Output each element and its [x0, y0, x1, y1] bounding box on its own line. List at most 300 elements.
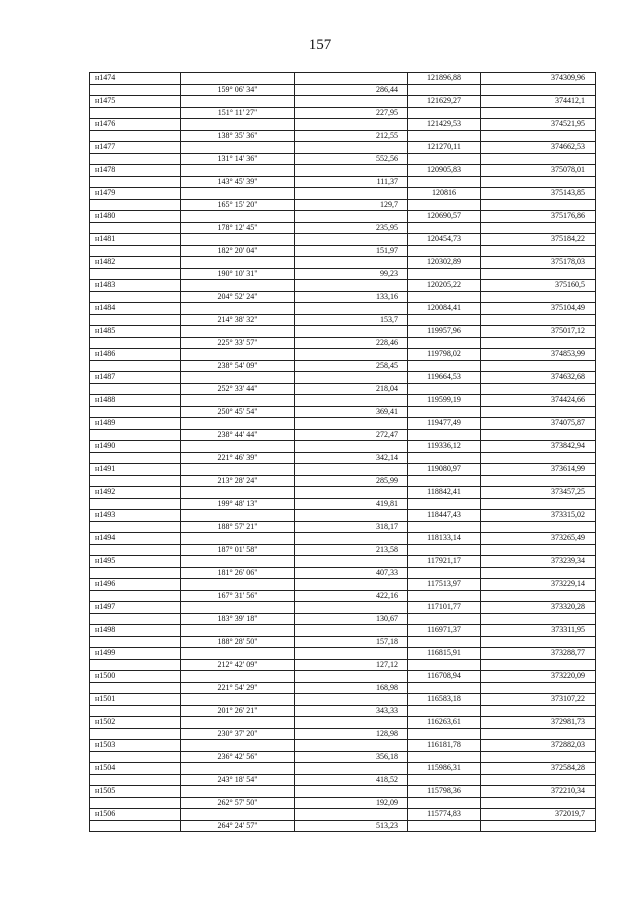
- empty-cell: [481, 245, 596, 257]
- empty-cell: [181, 648, 295, 660]
- empty-cell: [481, 751, 596, 763]
- empty-cell: [295, 533, 408, 545]
- segment-row: [90, 84, 596, 96]
- point-y: 374632,68: [481, 372, 596, 384]
- segment-row: [90, 590, 596, 602]
- empty-cell: [90, 705, 181, 717]
- point-x: 116971,37: [408, 625, 481, 637]
- empty-cell: [295, 602, 408, 614]
- empty-cell: [90, 613, 181, 625]
- segment-length: 418,52: [295, 774, 408, 786]
- segment-length: 212,55: [295, 130, 408, 142]
- empty-cell: [295, 648, 408, 660]
- empty-cell: [408, 682, 481, 694]
- empty-cell: [90, 314, 181, 326]
- point-x: 118447,43: [408, 510, 481, 522]
- point-name: н1477: [90, 142, 181, 154]
- point-row: [90, 395, 596, 407]
- segment-length: 128,98: [295, 728, 408, 740]
- point-row: [90, 487, 596, 499]
- empty-cell: [408, 567, 481, 579]
- point-row: [90, 533, 596, 545]
- point-x: 117101,77: [408, 602, 481, 614]
- point-name: н1486: [90, 349, 181, 361]
- segment-length: 218,04: [295, 383, 408, 395]
- point-y: 375017,12: [481, 326, 596, 338]
- empty-cell: [481, 774, 596, 786]
- empty-cell: [408, 107, 481, 119]
- empty-cell: [181, 303, 295, 315]
- empty-cell: [481, 636, 596, 648]
- point-row: [90, 119, 596, 131]
- segment-row: [90, 797, 596, 809]
- point-y: 375104,49: [481, 303, 596, 315]
- segment-row: [90, 107, 596, 119]
- empty-cell: [295, 73, 408, 85]
- point-x: 120905,83: [408, 165, 481, 177]
- segment-angle: 187° 01' 58": [181, 544, 295, 556]
- point-name: н1505: [90, 786, 181, 798]
- empty-cell: [408, 636, 481, 648]
- empty-cell: [481, 222, 596, 234]
- segment-angle: 221° 54' 29": [181, 682, 295, 694]
- empty-cell: [181, 441, 295, 453]
- segment-row: [90, 268, 596, 280]
- point-y: 373842,94: [481, 441, 596, 453]
- point-name: н1503: [90, 740, 181, 752]
- empty-cell: [181, 211, 295, 223]
- empty-cell: [181, 418, 295, 430]
- empty-cell: [90, 245, 181, 257]
- empty-cell: [295, 740, 408, 752]
- point-row: [90, 188, 596, 200]
- point-y: 375078,01: [481, 165, 596, 177]
- segment-row: [90, 291, 596, 303]
- empty-cell: [181, 234, 295, 246]
- point-row: [90, 464, 596, 476]
- segment-angle: 238° 44' 44": [181, 429, 295, 441]
- point-y: 374853,99: [481, 349, 596, 361]
- segment-row: [90, 475, 596, 487]
- point-row: [90, 280, 596, 292]
- empty-cell: [90, 406, 181, 418]
- segment-length: 407,33: [295, 567, 408, 579]
- segment-length: 127,12: [295, 659, 408, 671]
- segment-angle: 143° 45' 39": [181, 176, 295, 188]
- point-x: 119798,02: [408, 349, 481, 361]
- point-row: [90, 349, 596, 361]
- segment-angle: 165° 15' 20": [181, 199, 295, 211]
- point-name: н1478: [90, 165, 181, 177]
- point-x: 119080,97: [408, 464, 481, 476]
- segment-length: 318,17: [295, 521, 408, 533]
- point-name: н1487: [90, 372, 181, 384]
- empty-cell: [408, 291, 481, 303]
- point-y: 374424,66: [481, 395, 596, 407]
- empty-cell: [90, 774, 181, 786]
- empty-cell: [90, 222, 181, 234]
- point-name: н1479: [90, 188, 181, 200]
- point-row: [90, 326, 596, 338]
- empty-cell: [90, 337, 181, 349]
- point-y: 374662,53: [481, 142, 596, 154]
- segment-length: 130,67: [295, 613, 408, 625]
- empty-cell: [90, 521, 181, 533]
- empty-cell: [295, 671, 408, 683]
- segment-row: [90, 705, 596, 717]
- segment-row: [90, 452, 596, 464]
- segment-length: 227,95: [295, 107, 408, 119]
- empty-cell: [90, 291, 181, 303]
- point-y: 374075,87: [481, 418, 596, 430]
- segment-length: 272,47: [295, 429, 408, 441]
- segment-row: [90, 659, 596, 671]
- empty-cell: [295, 372, 408, 384]
- empty-cell: [408, 429, 481, 441]
- empty-cell: [408, 383, 481, 395]
- point-x: 116708,94: [408, 671, 481, 683]
- point-row: [90, 441, 596, 453]
- point-x: 121896,88: [408, 73, 481, 85]
- point-name: н1483: [90, 280, 181, 292]
- empty-cell: [90, 84, 181, 96]
- empty-cell: [295, 786, 408, 798]
- point-y: 373457,25: [481, 487, 596, 499]
- empty-cell: [295, 119, 408, 131]
- segment-length: 213,58: [295, 544, 408, 556]
- empty-cell: [408, 222, 481, 234]
- empty-cell: [408, 360, 481, 372]
- empty-cell: [90, 498, 181, 510]
- point-x: 118133,14: [408, 533, 481, 545]
- empty-cell: [90, 636, 181, 648]
- segment-angle: 167° 31' 56": [181, 590, 295, 602]
- segment-length: 513,23: [295, 820, 408, 832]
- point-x: 120690,57: [408, 211, 481, 223]
- segment-row: [90, 176, 596, 188]
- segment-length: 99,23: [295, 268, 408, 280]
- segment-length: 111,37: [295, 176, 408, 188]
- empty-cell: [181, 625, 295, 637]
- empty-cell: [181, 717, 295, 729]
- empty-cell: [181, 533, 295, 545]
- empty-cell: [90, 176, 181, 188]
- empty-cell: [481, 613, 596, 625]
- point-row: [90, 556, 596, 568]
- point-name: н1496: [90, 579, 181, 591]
- empty-cell: [90, 153, 181, 165]
- segment-angle: 262° 57' 50": [181, 797, 295, 809]
- point-y: 375184,22: [481, 234, 596, 246]
- point-x: 121270,11: [408, 142, 481, 154]
- empty-cell: [295, 234, 408, 246]
- point-name: н1481: [90, 234, 181, 246]
- empty-cell: [295, 763, 408, 775]
- empty-cell: [481, 498, 596, 510]
- segment-angle: 138° 35' 36": [181, 130, 295, 142]
- empty-cell: [481, 590, 596, 602]
- point-row: [90, 96, 596, 108]
- segment-angle: 151° 11' 27": [181, 107, 295, 119]
- point-name: н1502: [90, 717, 181, 729]
- segment-angle: 236° 42' 56": [181, 751, 295, 763]
- segment-length: 151,97: [295, 245, 408, 257]
- point-row: [90, 809, 596, 821]
- segment-length: 258,45: [295, 360, 408, 372]
- segment-length: 342,14: [295, 452, 408, 464]
- empty-cell: [408, 176, 481, 188]
- segment-row: [90, 521, 596, 533]
- empty-cell: [408, 613, 481, 625]
- empty-cell: [295, 441, 408, 453]
- point-x: 121429,53: [408, 119, 481, 131]
- point-row: [90, 211, 596, 223]
- point-y: 372981,73: [481, 717, 596, 729]
- segment-angle: 212° 42' 09": [181, 659, 295, 671]
- segment-length: 369,41: [295, 406, 408, 418]
- point-name: н1476: [90, 119, 181, 131]
- empty-cell: [90, 751, 181, 763]
- point-y: 373315,02: [481, 510, 596, 522]
- point-y: 373107,22: [481, 694, 596, 706]
- empty-cell: [408, 820, 481, 832]
- empty-cell: [408, 406, 481, 418]
- point-y: 373288,77: [481, 648, 596, 660]
- point-y: 374521,95: [481, 119, 596, 131]
- segment-angle: 221° 46' 39": [181, 452, 295, 464]
- point-name: н1500: [90, 671, 181, 683]
- empty-cell: [481, 291, 596, 303]
- segment-angle: 190° 10' 31": [181, 268, 295, 280]
- point-y: 373311,95: [481, 625, 596, 637]
- empty-cell: [408, 130, 481, 142]
- segment-length: 235,95: [295, 222, 408, 234]
- point-y: 373614,99: [481, 464, 596, 476]
- point-y: 373320,28: [481, 602, 596, 614]
- point-name: н1499: [90, 648, 181, 660]
- point-name: н1493: [90, 510, 181, 522]
- segment-length: 422,16: [295, 590, 408, 602]
- empty-cell: [481, 682, 596, 694]
- empty-cell: [295, 809, 408, 821]
- empty-cell: [481, 406, 596, 418]
- point-y: 372019,7: [481, 809, 596, 821]
- empty-cell: [481, 452, 596, 464]
- empty-cell: [90, 429, 181, 441]
- point-x: 120454,73: [408, 234, 481, 246]
- segment-length: 286,44: [295, 84, 408, 96]
- empty-cell: [295, 188, 408, 200]
- point-name: н1475: [90, 96, 181, 108]
- empty-cell: [90, 820, 181, 832]
- segment-length: 153,7: [295, 314, 408, 326]
- empty-cell: [481, 728, 596, 740]
- empty-cell: [181, 602, 295, 614]
- segment-angle: 214° 38' 32": [181, 314, 295, 326]
- empty-cell: [481, 544, 596, 556]
- segment-angle: 131° 14' 36": [181, 153, 295, 165]
- point-x: 120302,89: [408, 257, 481, 269]
- segment-row: [90, 337, 596, 349]
- point-row: [90, 625, 596, 637]
- empty-cell: [295, 326, 408, 338]
- point-row: [90, 418, 596, 430]
- point-name: н1482: [90, 257, 181, 269]
- segment-row: [90, 728, 596, 740]
- point-row: [90, 142, 596, 154]
- point-x: 119477,49: [408, 418, 481, 430]
- point-name: н1501: [90, 694, 181, 706]
- point-y: 373239,34: [481, 556, 596, 568]
- empty-cell: [481, 268, 596, 280]
- segment-length: 133,16: [295, 291, 408, 303]
- empty-cell: [295, 510, 408, 522]
- empty-cell: [408, 245, 481, 257]
- empty-cell: [181, 510, 295, 522]
- empty-cell: [408, 314, 481, 326]
- empty-cell: [481, 475, 596, 487]
- empty-cell: [90, 130, 181, 142]
- empty-cell: [295, 579, 408, 591]
- segment-row: [90, 682, 596, 694]
- empty-cell: [408, 728, 481, 740]
- point-y: 375143,85: [481, 188, 596, 200]
- point-name: н1495: [90, 556, 181, 568]
- point-name: н1492: [90, 487, 181, 499]
- point-y: 375176,86: [481, 211, 596, 223]
- point-row: [90, 303, 596, 315]
- empty-cell: [90, 383, 181, 395]
- point-row: [90, 786, 596, 798]
- segment-angle: 225° 33' 57": [181, 337, 295, 349]
- point-name: н1504: [90, 763, 181, 775]
- empty-cell: [90, 268, 181, 280]
- point-name: н1484: [90, 303, 181, 315]
- empty-cell: [90, 682, 181, 694]
- table-body: [90, 73, 596, 832]
- empty-cell: [408, 705, 481, 717]
- point-x: 119664,53: [408, 372, 481, 384]
- empty-cell: [181, 740, 295, 752]
- empty-cell: [481, 360, 596, 372]
- segment-row: [90, 406, 596, 418]
- segment-length: 192,09: [295, 797, 408, 809]
- point-y: 373220,09: [481, 671, 596, 683]
- empty-cell: [90, 544, 181, 556]
- empty-cell: [481, 820, 596, 832]
- empty-cell: [481, 797, 596, 809]
- empty-cell: [181, 694, 295, 706]
- point-y: 372584,28: [481, 763, 596, 775]
- point-name: н1474: [90, 73, 181, 85]
- segment-angle: 264° 24' 57": [181, 820, 295, 832]
- segment-row: [90, 751, 596, 763]
- segment-length: 343,33: [295, 705, 408, 717]
- empty-cell: [408, 199, 481, 211]
- empty-cell: [90, 659, 181, 671]
- segment-angle: 188° 57' 21": [181, 521, 295, 533]
- empty-cell: [481, 107, 596, 119]
- segment-angle: 183° 39' 18": [181, 613, 295, 625]
- segment-length: 356,18: [295, 751, 408, 763]
- segment-row: [90, 429, 596, 441]
- empty-cell: [181, 671, 295, 683]
- segment-row: [90, 153, 596, 165]
- segment-angle: 178° 12' 45": [181, 222, 295, 234]
- point-row: [90, 510, 596, 522]
- empty-cell: [295, 694, 408, 706]
- point-name: н1480: [90, 211, 181, 223]
- empty-cell: [295, 395, 408, 407]
- point-row: [90, 234, 596, 246]
- empty-cell: [408, 498, 481, 510]
- segment-length: 228,46: [295, 337, 408, 349]
- point-x: 116181,78: [408, 740, 481, 752]
- empty-cell: [481, 337, 596, 349]
- empty-cell: [90, 107, 181, 119]
- empty-cell: [181, 763, 295, 775]
- empty-cell: [181, 119, 295, 131]
- empty-cell: [295, 487, 408, 499]
- empty-cell: [90, 567, 181, 579]
- empty-cell: [181, 257, 295, 269]
- point-row: [90, 579, 596, 591]
- empty-cell: [295, 464, 408, 476]
- empty-cell: [90, 590, 181, 602]
- empty-cell: [90, 360, 181, 372]
- segment-angle: 250° 45' 54": [181, 406, 295, 418]
- point-y: 375178,03: [481, 257, 596, 269]
- point-name: н1494: [90, 533, 181, 545]
- segment-row: [90, 567, 596, 579]
- empty-cell: [481, 383, 596, 395]
- point-name: н1497: [90, 602, 181, 614]
- empty-cell: [295, 556, 408, 568]
- segment-row: [90, 544, 596, 556]
- empty-cell: [481, 176, 596, 188]
- empty-cell: [90, 797, 181, 809]
- point-name: н1485: [90, 326, 181, 338]
- empty-cell: [295, 96, 408, 108]
- point-x: 119957,96: [408, 326, 481, 338]
- segment-row: [90, 820, 596, 832]
- empty-cell: [408, 751, 481, 763]
- segment-length: 157,18: [295, 636, 408, 648]
- empty-cell: [295, 625, 408, 637]
- point-row: [90, 602, 596, 614]
- empty-cell: [295, 142, 408, 154]
- segment-length: 419,81: [295, 498, 408, 510]
- segment-length: 129,7: [295, 199, 408, 211]
- point-row: [90, 648, 596, 660]
- segment-length: 285,99: [295, 475, 408, 487]
- empty-cell: [295, 257, 408, 269]
- empty-cell: [181, 579, 295, 591]
- point-x: 118842,41: [408, 487, 481, 499]
- point-name: н1506: [90, 809, 181, 821]
- point-y: 372210,34: [481, 786, 596, 798]
- point-x: 120084,41: [408, 303, 481, 315]
- empty-cell: [481, 429, 596, 441]
- empty-cell: [481, 153, 596, 165]
- point-x: 116263,61: [408, 717, 481, 729]
- segment-angle: 230° 37' 20": [181, 728, 295, 740]
- coordinates-table: [89, 72, 596, 832]
- empty-cell: [295, 280, 408, 292]
- point-x: 120205,22: [408, 280, 481, 292]
- point-row: [90, 165, 596, 177]
- empty-cell: [408, 84, 481, 96]
